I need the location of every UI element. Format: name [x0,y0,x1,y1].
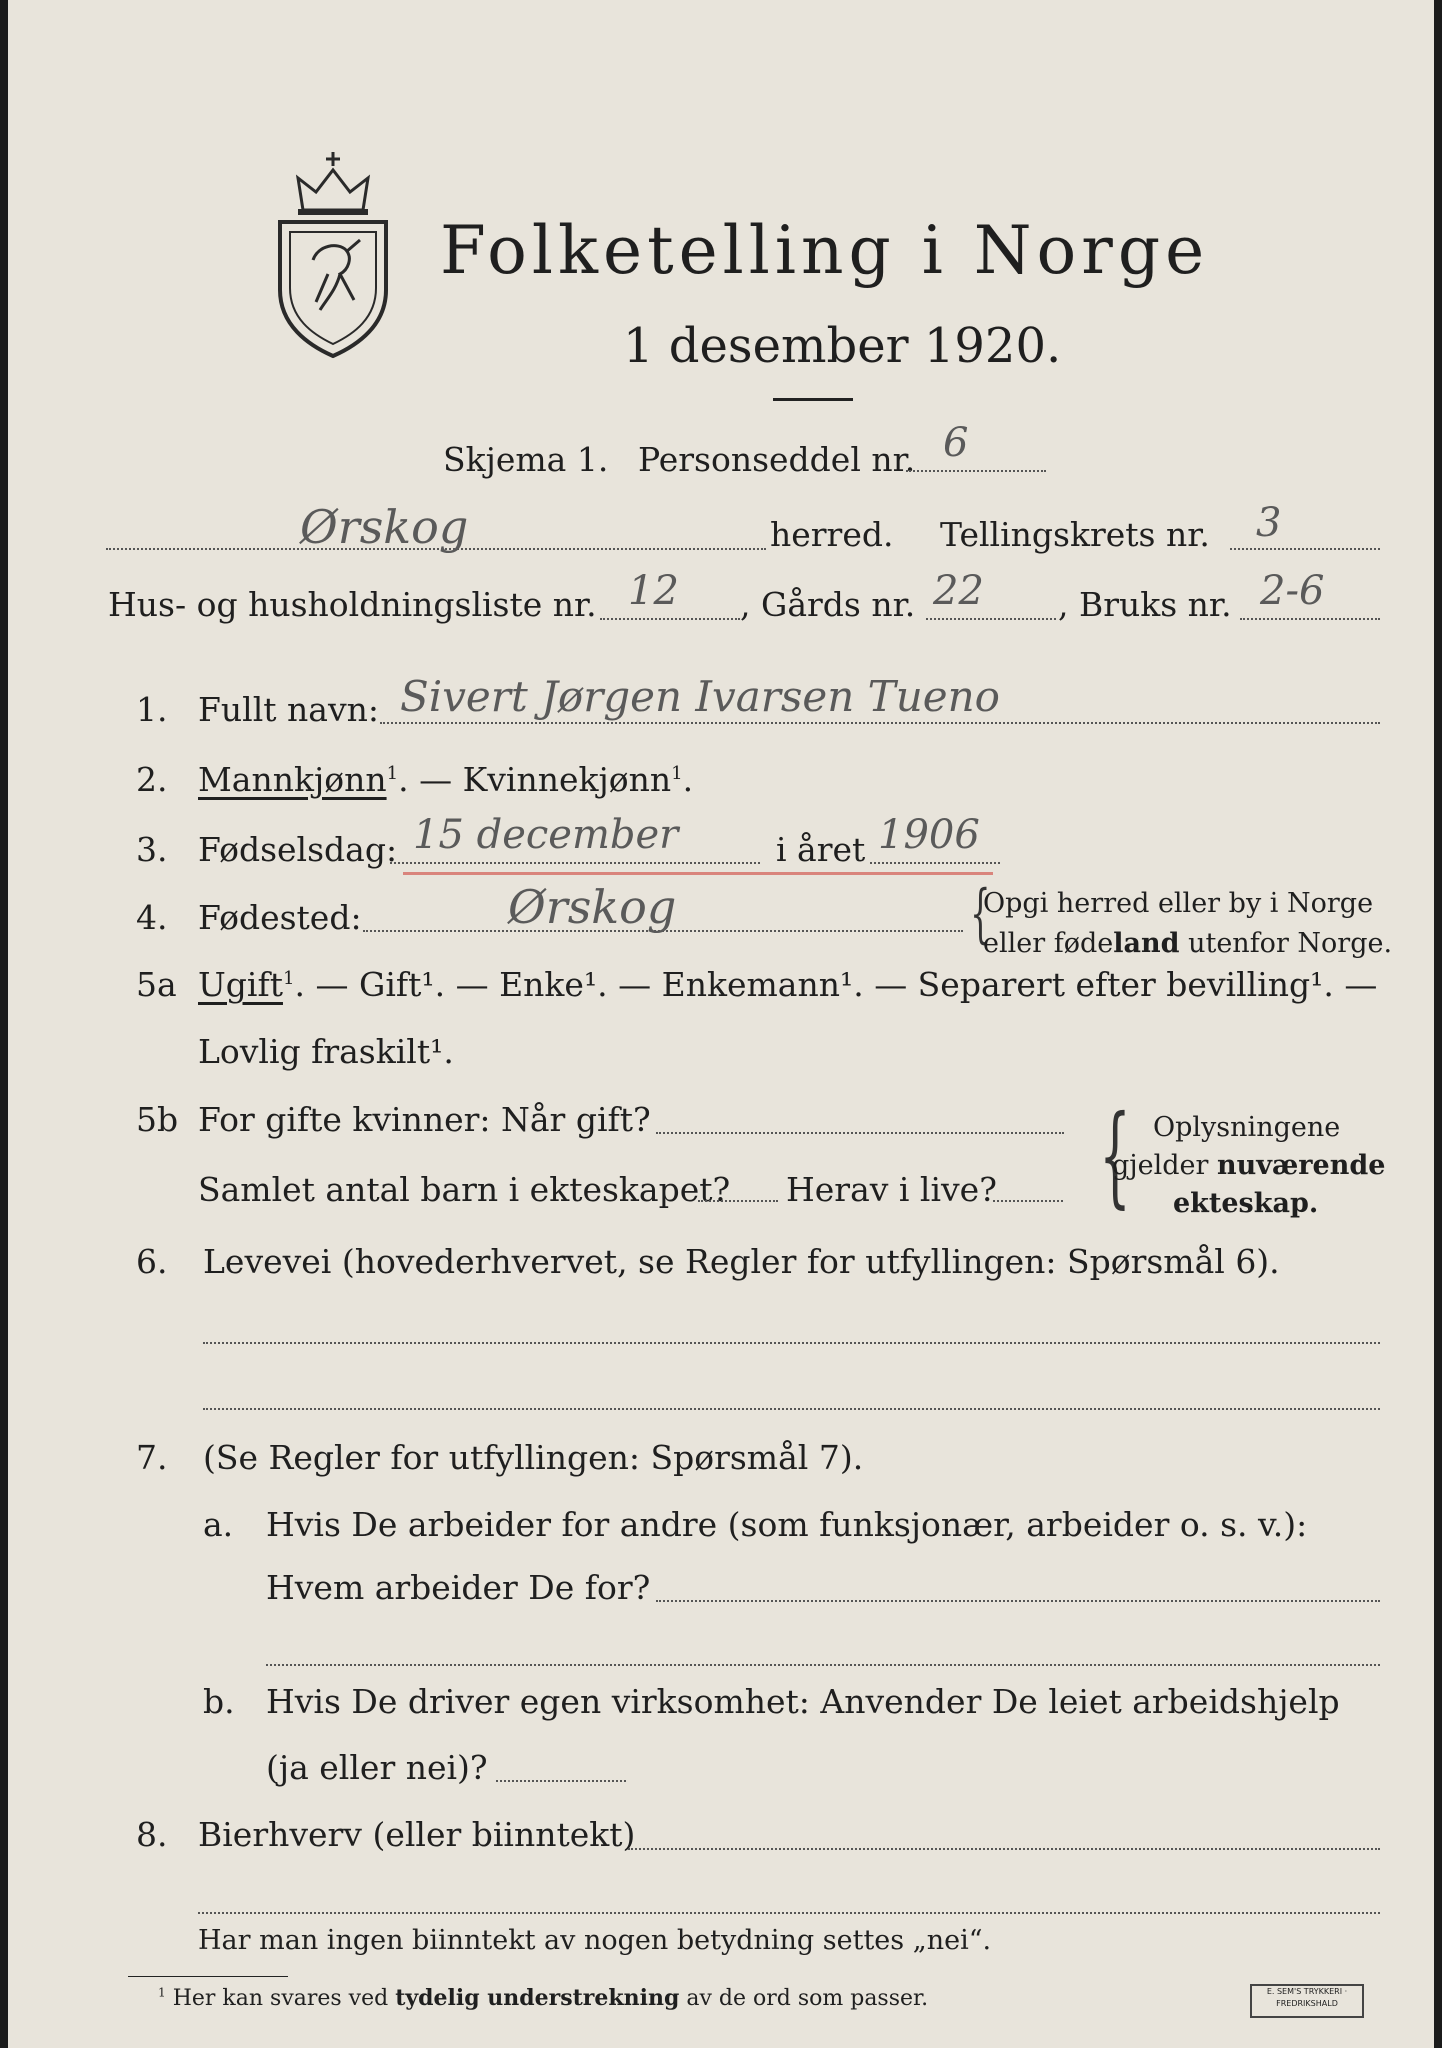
tellingskrets-label: Tellingskrets nr. [940,515,1210,554]
form-title: Folketelling i Norge [440,212,1210,289]
side-income-field-1[interactable] [628,1848,1380,1850]
q6-label: Levevei (hovederhvervet, se Regler for utfyllingen: Spørsmål 6). [203,1242,1280,1281]
q7-label: (Se Regler for utfyllingen: Spørsmål 7). [203,1438,864,1477]
footnote-divider [128,1976,288,1977]
q5b-note-line1: Oplysningene [1153,1112,1341,1143]
children-alive-field[interactable] [993,1200,1063,1202]
gards-field[interactable] [926,618,1056,620]
herred-value: Ørskog [300,500,469,554]
employer-field[interactable] [656,1600,1380,1602]
q4-note-line2: eller fødeland utenfor Norge. [983,928,1393,959]
birthplace-value: Ørskog [508,880,677,934]
personseddel-label: Personseddel nr. [638,440,916,479]
title-divider [773,398,853,401]
census-date: 1 desember 1920. [623,318,1062,374]
year-label: i året [776,830,866,869]
q2-number: 2. [136,760,168,799]
q6-number: 6. [136,1242,168,1281]
red-underline [403,872,993,875]
printer-mark: E. SEM'S TRYKKERI · FREDRIKSHALD [1250,1984,1364,2018]
personseddel-value: 6 [943,420,969,466]
bruks-value: 2-6 [1260,568,1325,614]
tellingskrets-value: 3 [1256,500,1282,546]
gards-label: , Gårds nr. [740,585,916,624]
occupation-field-1[interactable] [203,1342,1380,1344]
biinntekt-note: Har man ingen biinntekt av nogen betydning settes „nei“. [198,1925,992,1956]
q1-label: Fullt navn: [198,690,379,729]
q5b-when-married-label: For gifte kvinner: Når gift? [198,1100,651,1139]
q7a-question: Hvem arbeider De for? [266,1568,651,1607]
hus-value: 12 [628,568,679,614]
q3-label: Fødselsdag: [198,830,398,869]
birthday-field[interactable] [390,862,760,864]
children-count-field[interactable] [698,1200,778,1202]
q7a-number: a. [203,1505,234,1544]
employer-field-2[interactable] [266,1664,1380,1666]
q7-number: 7. [136,1438,168,1477]
q5a-number: 5a [136,965,177,1004]
hired-help-field[interactable] [496,1780,626,1782]
q7a-text: Hvis De arbeider for andre (som funksjonær, arbeider o. s. v.): [266,1505,1308,1544]
when-married-field[interactable] [656,1132,1064,1134]
option-ugift[interactable]: Ugift [198,965,283,1004]
coat-of-arms-icon [268,150,398,360]
full-name-field[interactable] [380,722,1380,724]
skjema-label: Skjema 1. [443,440,609,479]
q5b-alive-label: Herav i live? [786,1170,997,1209]
birthday-value: 15 december [413,812,679,858]
q1-number: 1. [136,690,168,729]
option-lovlig-fraskilt[interactable]: Lovlig fraskilt¹. [198,1032,454,1071]
personseddel-field[interactable] [906,470,1046,472]
option-kvinnekjonn[interactable]: Kvinnekjønn [462,760,672,799]
q8-number: 8. [136,1815,168,1854]
census-form-page [8,0,1434,2048]
q5b-note-line3: ekteskap. [1173,1188,1319,1219]
q5b-note-brace: { [1099,1091,1131,1219]
q8-label: Bierhverv (eller biinntekt) [198,1815,636,1854]
bruks-field[interactable] [1240,618,1380,620]
q7b-question: (ja eller nei)? [266,1748,488,1787]
full-name-value: Sivert Jørgen Ivarsen Tueno [400,672,1000,721]
footnote: $^1$ Her kan svares ved tydelig understrekning av de ord som passer. [158,1985,929,2011]
q4-number: 4. [136,898,168,937]
q4-note-brace: { [970,877,991,951]
q5b-number: 5b [136,1100,179,1139]
bruks-label: , Bruks nr. [1058,585,1232,624]
q7b-text: Hvis De driver egen virksomhet: Anvender De leiet arbeidshjelp [266,1682,1340,1721]
q4-label: Fødested: [198,898,362,937]
hus-field[interactable] [600,618,740,620]
q5a-marital-options: Ugift$^1$. — Gift¹. — Enke¹. — Enkemann¹. — Separert efter bevilling¹. — [198,965,1378,1004]
q5b-note-line2: gjelder nuværende [1112,1150,1386,1181]
herred-label: herred. [770,515,894,554]
q5b-children-label: Samlet antal barn i ekteskapet? [198,1170,731,1209]
option-mannkjonn[interactable]: Mannkjønn [198,760,387,799]
q7b-number: b. [203,1682,235,1721]
q4-note-line1: Opgi herred eller by i Norge [983,888,1374,919]
tellingskrets-field[interactable] [1230,548,1380,550]
year-value: 1906 [878,812,980,858]
gards-value: 22 [933,568,984,614]
hus-label: Hus- og husholdningsliste nr. [108,585,597,624]
q3-number: 3. [136,830,168,869]
occupation-field-2[interactable] [203,1408,1380,1410]
year-field[interactable] [870,862,1000,864]
q2-sex-options: Mannkjønn$^1$. — Kvinnekjønn$^1$. [198,760,694,799]
side-income-field-2[interactable] [198,1912,1380,1914]
